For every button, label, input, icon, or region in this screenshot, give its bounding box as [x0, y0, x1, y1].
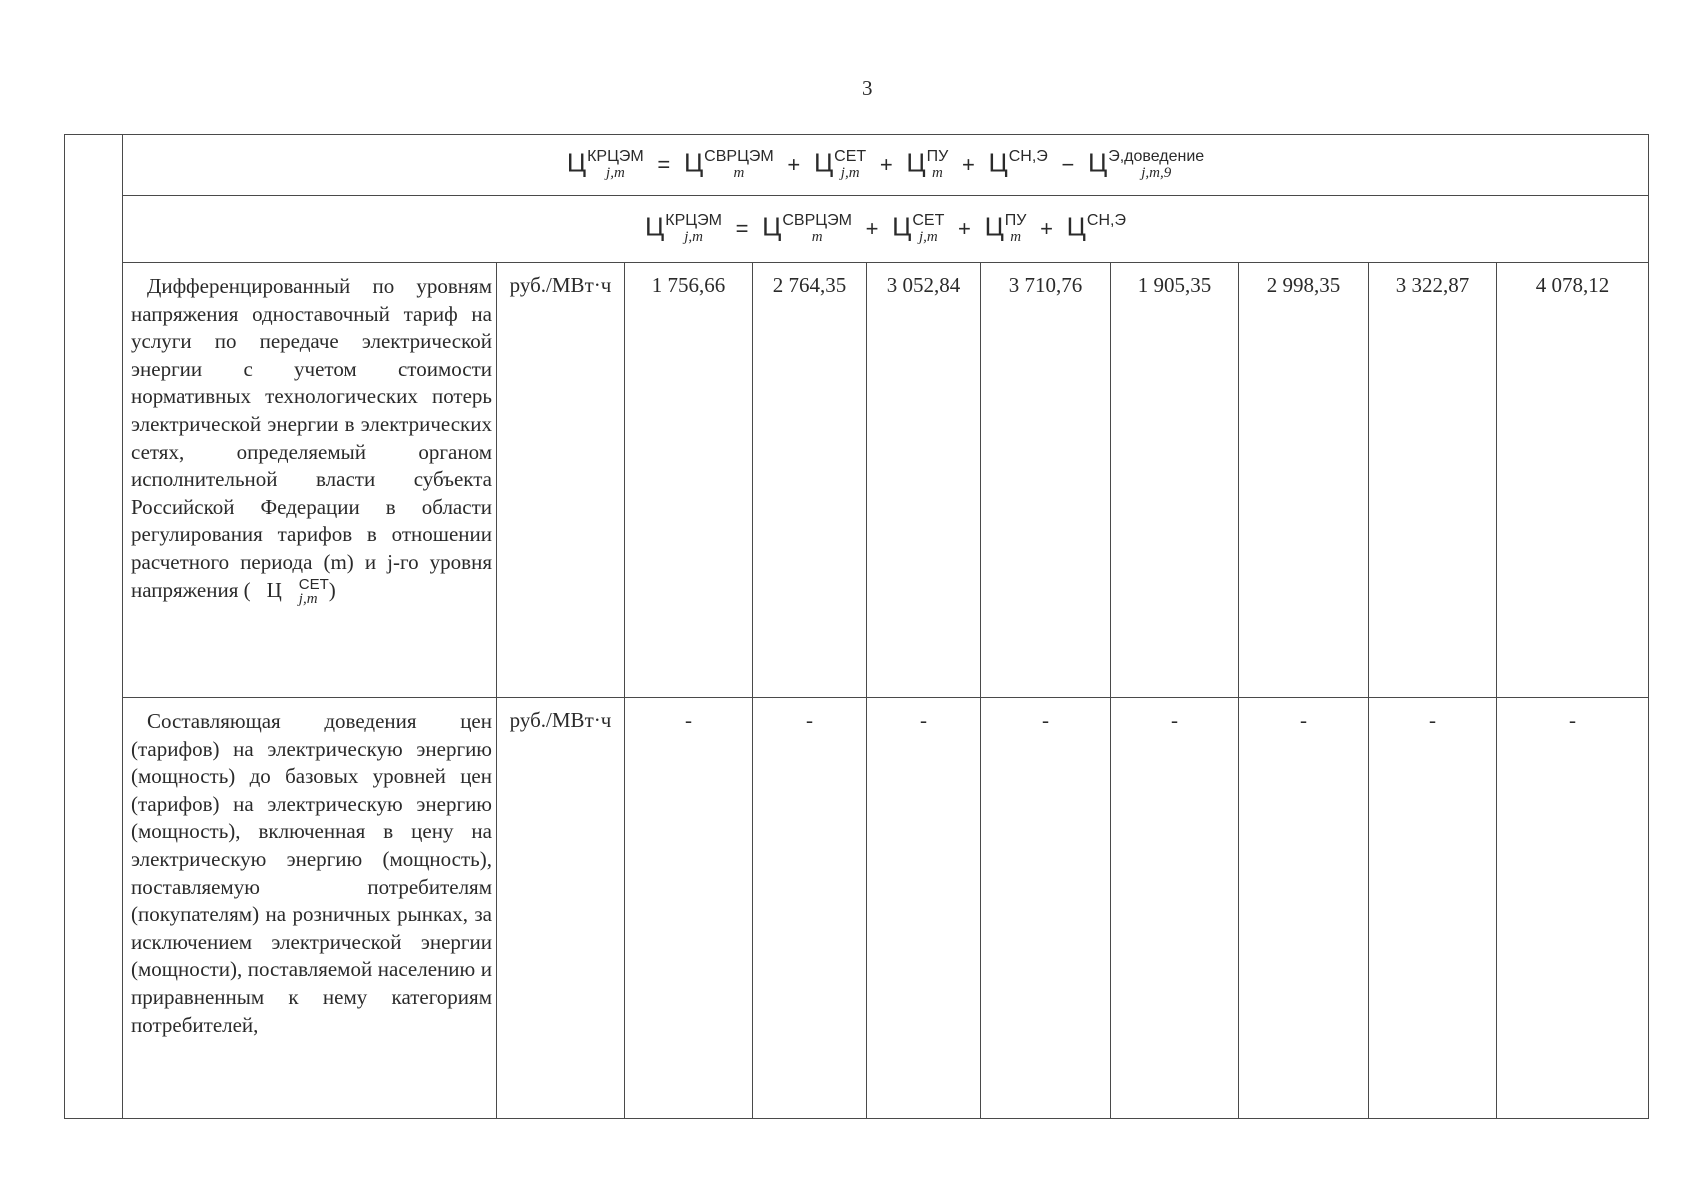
value-cell: 3 710,76 — [981, 263, 1111, 698]
value-cell: - — [1369, 698, 1497, 1119]
formula-cell-1 — [123, 135, 1649, 196]
formula-1-term-3: Ц ПУ m — [906, 147, 949, 181]
value-cell: - — [1111, 698, 1239, 1119]
formula-cell-2 — [123, 196, 1649, 263]
formula-2-term-1: Ц СВРЦЭМ m — [762, 211, 852, 245]
value-cell: - — [867, 698, 981, 1119]
formula-1-term-4: Ц СН,Э — [988, 147, 1048, 178]
value-cell: 4 078,12 — [1497, 263, 1649, 698]
value-cell: 2 998,35 — [1239, 263, 1369, 698]
formula-1-lhs: Ц КРЦЭМ j,m — [566, 147, 644, 181]
tariff-table — [64, 134, 1649, 1119]
value-cell: 1 905,35 — [1111, 263, 1239, 698]
tariff-symbol: Ц СЕТ j,m — [266, 575, 329, 608]
formula-1-term-5: Ц Э,доведение j,m,9 — [1087, 147, 1205, 181]
value-cell: 3 322,87 — [1369, 263, 1497, 698]
value-cell: 1 756,66 — [625, 263, 753, 698]
value-cell: - — [1497, 698, 1649, 1119]
row-unit: руб./МВт·ч — [497, 263, 625, 698]
row-description: Составляющая доведения цен (тарифов) на электрическую энергию (мощность) до базовых уровней цен (тарифов) на электрическую энергию (мощность), включенная в цену на электрическую энергию (мощность), поставляемую потребителям (покупателям) на розничных рынках, за исключением электрической энергии (мощности), поставляемой населению и приравненным к нему категориям потребителей, — [123, 698, 497, 1119]
page-number: 3 — [862, 76, 873, 100]
row-description: Дифференцированный по уровням напряжения одноставочный тариф на услуги по передаче электрической энергии с учетом стоимости нормативных технологических потерь электрической энергии в электрических сетях, определяемый органом исполнительной власти субъекта Российской Федерации в области регулирования тарифов в отношении расчетного периода (m) и j-го уровня напряжения ( Ц СЕТ j,m ) — [123, 263, 497, 698]
formula-2: Ц КРЦЭМ j,m = Ц СВРЦЭМ m + Ц СЕТ j,m + Ц ПУ m + Ц СН,Э — [645, 211, 1126, 245]
table-row — [65, 698, 1649, 1119]
table-row — [65, 263, 1649, 698]
value-cell: - — [625, 698, 753, 1119]
formula-2-term-4: Ц СН,Э — [1066, 211, 1126, 242]
left-margin-column — [65, 135, 123, 1119]
formula-1-term-2: Ц СЕТ j,m — [813, 147, 867, 181]
formula-2-term-2: Ц СЕТ j,m — [892, 211, 945, 245]
value-cell: 2 764,35 — [753, 263, 867, 698]
value-cell: 3 052,84 — [867, 263, 981, 698]
formula-2-term-3: Ц ПУ m — [984, 211, 1027, 245]
value-cell: - — [753, 698, 867, 1119]
formula-1: Ц КРЦЭМ j,m = Ц СВРЦЭМ m + Ц СЕТ j,m + Ц ПУ m + Ц СН,Э − Ц Э,доведение j,m,9 — [566, 147, 1205, 181]
value-cell: - — [1239, 698, 1369, 1119]
formula-row-with-adjustment — [65, 135, 1649, 196]
row-unit: руб./МВт·ч — [497, 698, 625, 1119]
formula-1-term-1: Ц СВРЦЭМ m — [683, 147, 774, 181]
value-cell: - — [981, 698, 1111, 1119]
formula-row-without-adjustment — [65, 196, 1649, 263]
formula-2-lhs: Ц КРЦЭМ j,m — [645, 211, 722, 245]
